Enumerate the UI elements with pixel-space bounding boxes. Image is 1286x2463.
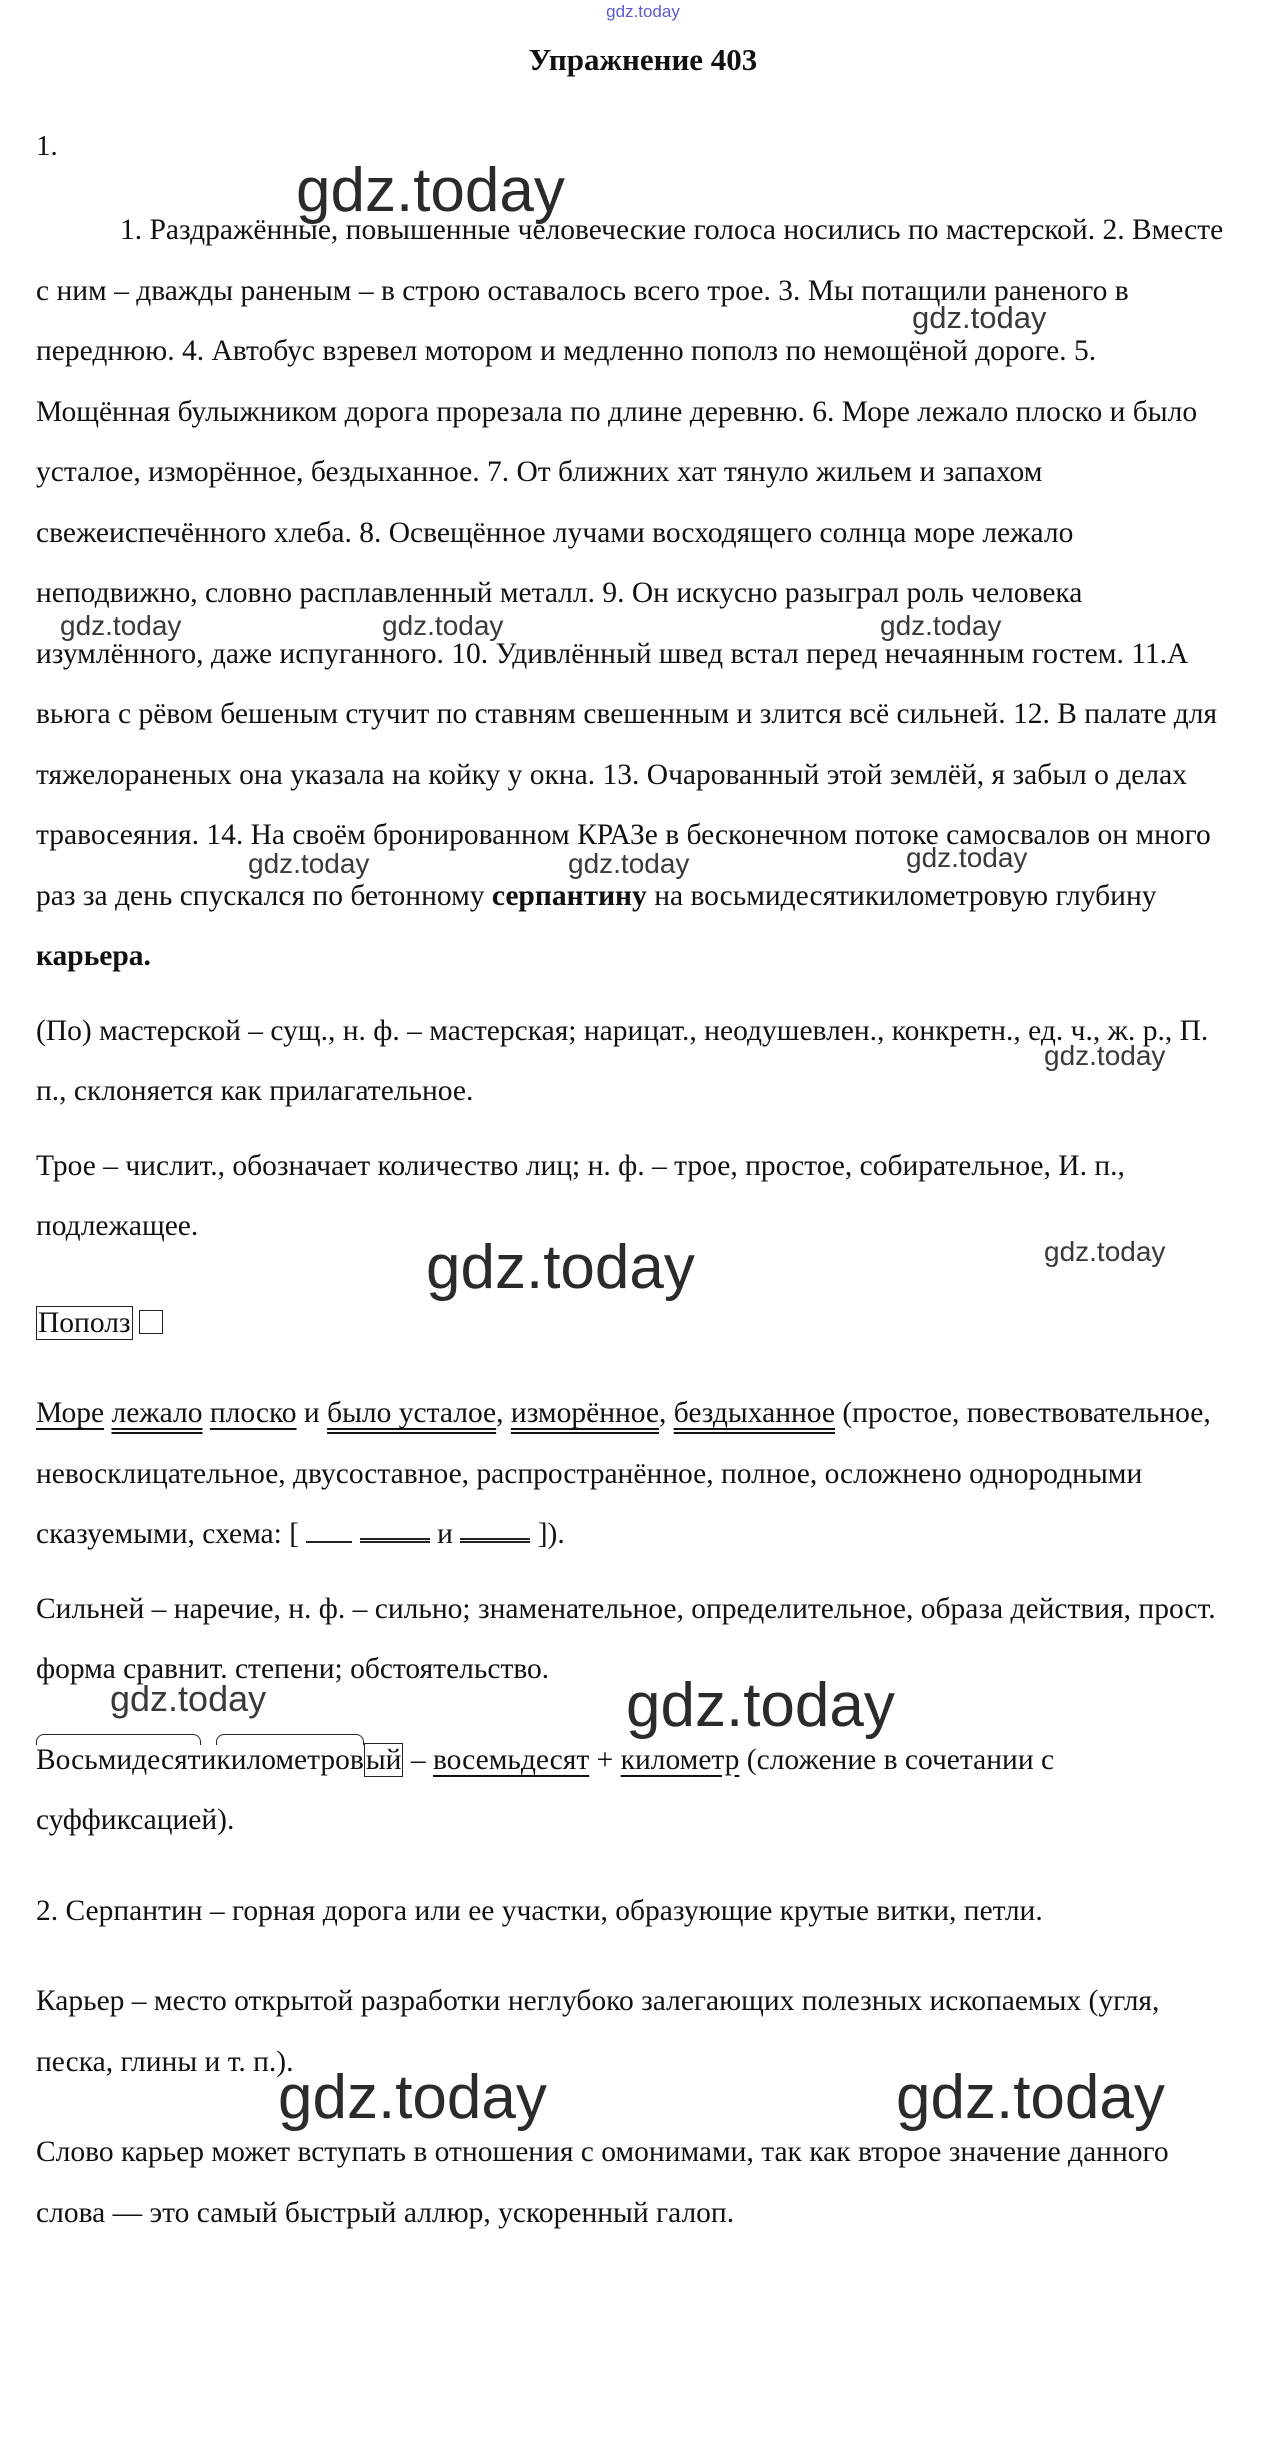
scheme-and: и xyxy=(437,1518,453,1550)
bold-word-karier: карьера. xyxy=(36,940,151,972)
wf-comment: (сложение в сочетании с суффиксацией). xyxy=(36,1743,1055,1836)
watermark: gdz.today xyxy=(382,610,504,641)
popolz-word: Пополз xyxy=(38,1306,131,1339)
watermark: gdz.today xyxy=(60,610,182,641)
subject-word: Море xyxy=(36,1397,105,1429)
page-title: Упражнение 403 xyxy=(528,42,758,77)
ending-box: ый xyxy=(365,1743,402,1776)
watermark: gdz.today xyxy=(278,2063,547,2132)
conjunction: и xyxy=(303,1397,320,1429)
analysis-silney: Сильней – наречие, н. ф. – сильно; знаменательное, определительное, образа действия, прост. форма сравнит. степени; обстоятельство. xyxy=(36,1592,1216,1685)
scheme-end: ]). xyxy=(537,1518,565,1550)
karier-definition: Карьер – место открытой разработки неглубоко залегающих полезных ископаемых (угля, песка, глины и т. п.). xyxy=(36,1985,1160,2078)
watermark: gdz.today xyxy=(426,1233,695,1302)
morpheme-popolz xyxy=(36,1293,1226,1354)
watermark: gdz.today xyxy=(248,848,370,879)
site-header: gdz.today xyxy=(606,2,680,21)
zero-ending-box xyxy=(139,1310,163,1334)
scheme-blank-1 xyxy=(306,1519,352,1543)
analysis-masterskoy: (По) мастерской – сущ., н. ф. – мастерская; нарицат., неодушевлен., конкретн., ед. ч., ж. р., П. п., склоняется как прилагательное. xyxy=(36,1014,1209,1107)
root-2: километров xyxy=(216,1730,363,1791)
root-1: Восьмидесят xyxy=(36,1730,201,1791)
base-1: восемьдесят xyxy=(432,1743,590,1776)
exercise-tail: на восьмидесятикилометровую глубину xyxy=(646,879,1157,912)
analysis-troe: Трое – числит., обозначает количество лиц; н. ф. – трое, простое, собирательное, И. п., подлежащее. xyxy=(36,1149,1125,1242)
predicate-word: лежало xyxy=(111,1397,203,1429)
predicate-3: изморённое xyxy=(510,1397,659,1429)
predicate-4: бездыханное xyxy=(673,1397,835,1429)
base-2: километр xyxy=(620,1743,740,1776)
watermark: gdz.today xyxy=(568,848,690,879)
word-formation xyxy=(36,1730,1226,1851)
adverbial-word: плоско xyxy=(209,1397,297,1429)
content xyxy=(36,200,1226,2243)
watermark: gdz.today xyxy=(110,1678,267,1719)
watermark: gdz.today xyxy=(626,1671,895,1740)
exercise-sentences: 1. Раздражённые, повышенные человеческие голоса носились по мастерской. 2. Вместе с ним – дважды раненым – в строю оставалось всего трое. 3. Мы потащили раненого в переднюю. 4. Автобус взревел мотором и медленно пополз по немощёной дороге. 5. Мощённая булыжником дорога прорезала по длине деревню. 6. Море лежало плоско и было усталое, изморённое, бездыханное. 7. От ближних хат тянуло жильем и запахом свежеиспечённого хлеба. 8. Освещённое лучами восходящего солнца море лежало неподвижно, словно расплавленный металл. 9. Он искусно разыграл роль человека изумлённого, даже испуганного. 10. Удивлённый швед встал перед нечаянным гостем. 11.А вьюга с рёвом бешеным стучит по ставням свешенным и злится всё сильней. 12. В палате для тяжелораненых она указала на койку у окна. 13. Очарованный этой землёй, я забыл о делах травосеяния. 14. На своём бронированном КРАЗе в бесконечном потоке самосвалов он много раз за день спускался по бетонному xyxy=(36,214,1224,912)
watermark: gdz.today xyxy=(1044,1040,1166,1071)
watermark: gdz.today xyxy=(880,610,1002,641)
wf-plus: + xyxy=(589,1743,621,1776)
wf-dash: – xyxy=(403,1743,433,1776)
watermark: gdz.today xyxy=(906,842,1028,873)
serpantin-definition: 2. Серпантин – горная дорога или ее участки, образующие крутые витки, петли. xyxy=(36,1894,1043,1927)
watermark: gdz.today xyxy=(896,2063,1165,2132)
predicate-2: было усталое xyxy=(327,1397,497,1429)
sentence-parse: Море лежало плоско и было усталое, изморённое, бездыханное (простое, повествовательное, невосклицательное, двусоставное, распространённое, полное, осложнено однородными сказуемыми, схема: [ и ]). xyxy=(36,1397,1211,1550)
exercise-text xyxy=(36,200,1226,987)
watermark: gdz.today xyxy=(296,156,565,225)
scheme-blank-2 xyxy=(360,1516,430,1543)
connecting-vowel: и xyxy=(200,1743,217,1776)
section-number: 1. xyxy=(36,130,58,162)
scheme-blank-3 xyxy=(460,1516,530,1543)
parse-description: (простое, повествовательное, невосклицательное, двусоставное, распространённое, полное, осложнено однородными сказуемыми, схема: [ xyxy=(36,1397,1211,1550)
homonym-text: Слово карьер может вступать в отношения с омонимами, так как второе значение данного слова — это самый быстрый аллюр, ускоренный галоп. xyxy=(36,2136,1169,2229)
watermark: gdz.today xyxy=(912,300,1047,335)
watermark: gdz.today xyxy=(1044,1236,1166,1267)
bold-word-serpantin: серпантину xyxy=(491,879,647,912)
